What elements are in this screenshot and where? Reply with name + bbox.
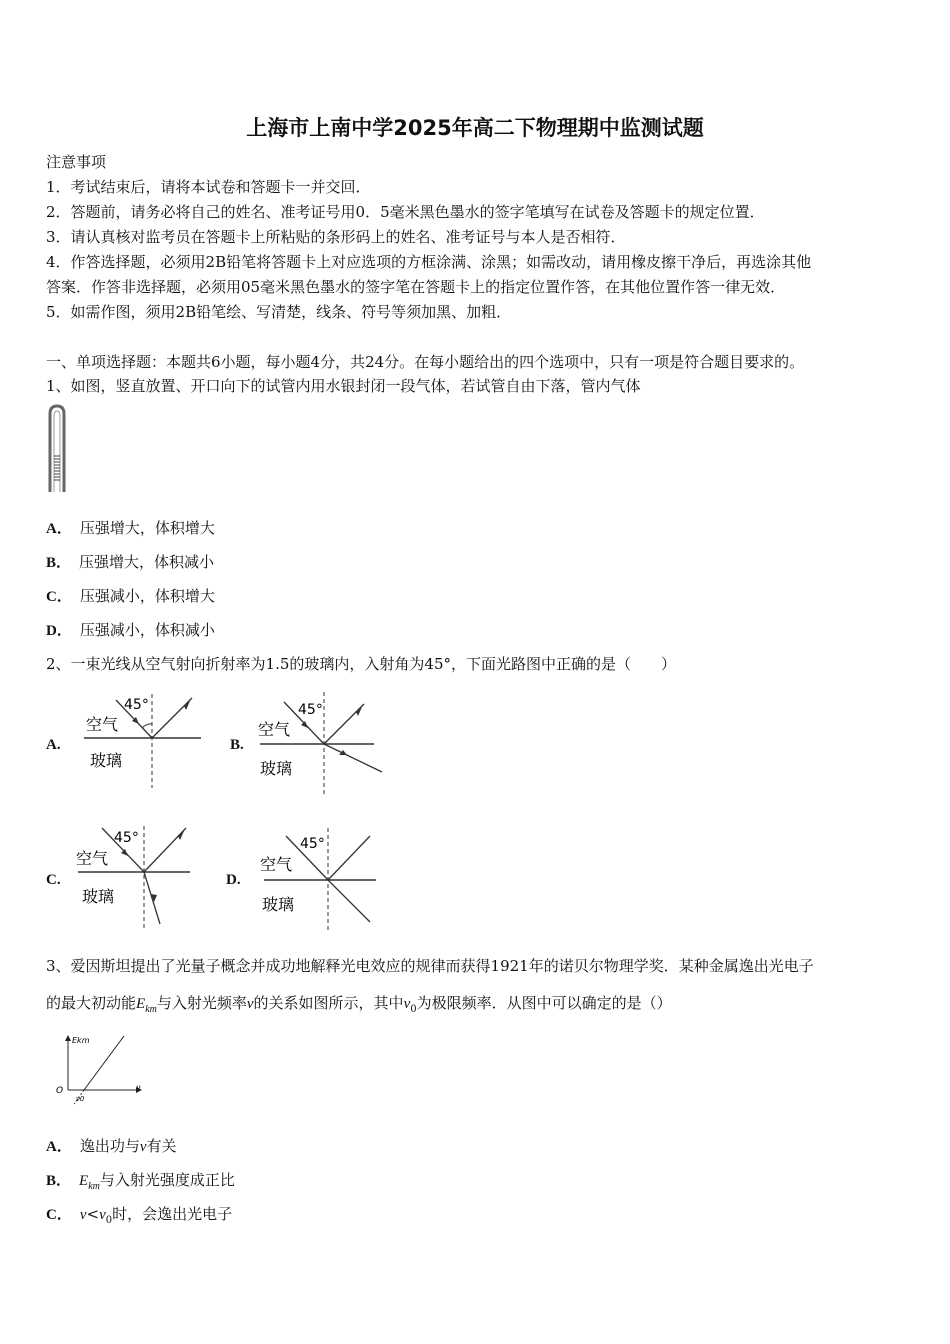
q3-option-a: A． 逸出功与ν有关: [46, 1137, 177, 1155]
test-tube-figure: [44, 404, 74, 494]
svg-text:空气: 空气: [86, 715, 119, 734]
q3-option-c: C． $\nu<\nu_0$时，会逸出光电子: [46, 1205, 233, 1226]
q3-stem-line1: 3、爱因斯坦提出了光量子概念并成功地解释光电效应的规律而获得1921年的诺贝尔物理学奖．某种金属逸出光电子: [46, 957, 814, 975]
q2-d-letter: D.: [226, 872, 241, 888]
svg-text:Ekm: Ekm: [72, 1036, 90, 1045]
notice-item-2: 2．答题前，请务必将自己的姓名、准考证号用0．5毫米黑色墨水的签字笔填写在试卷及答题卡的规定位置．: [46, 203, 765, 221]
q2-a-letter: A.: [46, 737, 61, 753]
q1-stem: 1、如图，竖直放置、开口向下的试管内用水银封闭一段气体，若试管自由下落，管内气体: [46, 377, 641, 395]
svg-text:O: O: [56, 1086, 64, 1096]
q2-diagram-d: [254, 824, 384, 934]
svg-text:玻璃: 玻璃: [82, 887, 115, 906]
section-heading: 一、单项选择题：本题共6小题，每小题4分，共24分。在每小题给出的四个选项中，只有一项是符合题目要求的。: [46, 353, 805, 371]
svg-text:空气: 空气: [258, 720, 291, 739]
q1-option-c: C． 压强减小，体积增大: [46, 587, 215, 605]
q1-option-a: A． 压强增大，体积增大: [46, 519, 215, 537]
svg-text:ν: ν: [136, 1083, 141, 1092]
notice-item-4: 4．作答选择题，必须用2B铅笔将答题卡上对应选项的方框涂满、涂黑；如需改动，请用橡皮擦干净后，再选涂其他: [46, 253, 812, 271]
svg-text:45°: 45°: [124, 697, 149, 713]
svg-text:玻璃: 玻璃: [260, 759, 293, 778]
q2-diagram-c: [70, 822, 200, 930]
svg-text:45°: 45°: [300, 836, 325, 852]
svg-text:ν0: ν0: [76, 1095, 85, 1103]
q3-stem-line2: 的最大初动能$E_{km}$与入射光频率ν的关系如图所示，其中$\nu_0$为极限频率．从图中可以确定的是（）: [46, 994, 672, 1015]
svg-text:45°: 45°: [298, 702, 323, 718]
q2-stem: 2、一束光线从空气射向折射率为1.5的玻璃内，入射角为45°，下面光路图中正确的是（ ）: [46, 655, 676, 673]
q2-diagram-b: [252, 688, 387, 798]
notice-item-1: 1．考试结束后，请将本试卷和答题卡一并交回．: [46, 178, 371, 196]
q2-diagram-a: [76, 688, 206, 790]
notice-item-4-cont: 答案．作答非选择题，必须用05毫米黑色墨水的签字笔在答题卡上的指定位置作答，在其他位置作答一律无效．: [46, 278, 786, 296]
notice-heading: 注意事项: [46, 153, 107, 171]
svg-text:45°: 45°: [114, 830, 139, 846]
q1-option-d: D． 压强减小，体积减小: [46, 621, 215, 639]
svg-text:空气: 空气: [76, 849, 109, 868]
q2-c-letter: C.: [46, 872, 61, 888]
q1-option-b: B． 压强增大，体积减小: [46, 553, 215, 571]
svg-text:玻璃: 玻璃: [262, 895, 295, 914]
page-title: 上海市上南中学2025年高二下物理期中监测试题: [246, 116, 704, 140]
notice-item-3: 3．请认真核对监考员在答题卡上所粘贴的条形码上的姓名、准考证号与本人是否相符．: [46, 228, 626, 246]
notice-item-5: 5．如需作图，须用2B铅笔绘、写清楚，线条、符号等须加黑、加粗．: [46, 303, 512, 321]
svg-text:玻璃: 玻璃: [90, 751, 123, 770]
q3-graph: [52, 1030, 152, 1106]
q3-option-b: B． $E_{km}$与入射光强度成正比: [46, 1171, 235, 1192]
q2-b-letter: B.: [230, 737, 244, 753]
svg-text:空气: 空气: [260, 855, 293, 874]
